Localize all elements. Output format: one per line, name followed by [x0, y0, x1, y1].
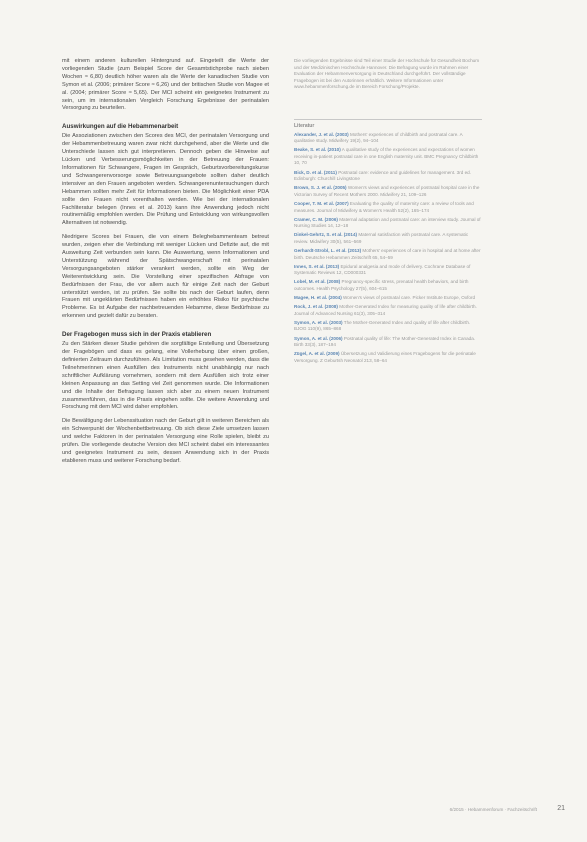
- section-paragraph: Die Bewältigung der Lebenssituation nach der Geburt gilt in weiteren Bereichen als ein Schwerpunkt der Wochenbettbetreuung. Ob sich diese Ziele umsetzen lassen und welche Faktoren in der perinatalen Versorgung eine Rolle spielen, bleibt zu prüfen. Die vorliegende deutsche Version des MCI scheint dabei ein interessantes und geeignetes Instrument zu sein, dessen Anwendung sich in der Praxis etablieren muss und weiterer Forschung bedarf.: [62, 418, 269, 464]
- reference-author: Symon, A. et al. (2003): [294, 319, 343, 325]
- section-heading-fragebogen: Der Fragebogen muss sich in der Praxis etablieren: [62, 331, 212, 339]
- reference-text: Übersetzung und Validierung eines Fragebogens für die perinatale Versorgung. Z Geburtsh Neonatol 213, 58–64: [294, 351, 476, 363]
- reference-text: Evaluating the quality of maternity care: a review of tools and measures. Journal of Midwifery & Women's Health 52(2), 165–174: [294, 200, 474, 213]
- reference-item: [294, 185, 482, 198]
- reference-text: Maternal adaptation and postnatal care: an interview study. Journal of Nursing Studies 14, 12–18: [294, 216, 481, 229]
- study-note: Die vorliegenden Ergebnisse sind Teil einer Studie der Hochschule für Gesundheit Bochum und der Medizinischen Hochschule Hannover. Die Befragung wurde im Rahmen einer Evaluation der Hebammenversorgung in Deutschland durchgeführt. Der vollständige Fragebogen ist bei den Autorinnen erhältlich. Weitere Informationen unter www.hebammenforschung.de im Bereich Forschung/Projekte.: [294, 58, 480, 90]
- reference-text: Mothers' experiences of childbirth and postnatal care. A qualitative study. Midwifery 19(2), 94–104: [294, 131, 463, 144]
- reference-author: Magee, H. et al. (2004): [294, 295, 342, 301]
- reference-author: Cramer, C. M. (2006): [294, 216, 338, 222]
- reference-item: [294, 248, 482, 261]
- reference-item: [294, 336, 482, 349]
- reference-text: Women's views and experiences of postnatal hospital care in the Victorian Survey of Recent Mothers 2000. Midwifery 21, 109–126: [294, 185, 480, 197]
- reference-item: [294, 170, 482, 183]
- journal-reference: 6/2015 · Hebammenforum · Fachzeitschrift: [449, 807, 537, 812]
- intro-paragraph: mit einem anderen kulturellen Hintergrund auf. Eingeteilt die Werte der vorliegenden Studie (zum Beispiel Score der Gesamtstichprobe nach sieben Wochen ≈ 6,80) deutlich höher waren als die Werte der kanadischen Studie von Symon et al. (2006; primärer Score ≈ 6,26) und der britischen Studie von Magee et al. (2004; primärer Score ≈ 5,65). Der MCI scheint ein geeignetes Instrument zu sein, um im internationalen Vergleich Forschung Ergebnisse der perinatalen Versorgung zu beurteilen.: [62, 58, 269, 112]
- literature-heading: Literatur: [294, 119, 482, 130]
- reference-author: Gerhardt-Strobl, L. et al. (2013): [294, 247, 362, 253]
- section-paragraph: Zu den Stärken dieser Studie gehören die sorgfältige Erstellung und Übersetzung der Fragebögen und dass es gelang, eine Vollerhebung über einen großen, definierten Zeitraum durchzuführen. Als Limitation muss gesehen werden, dass die Teilnehmerinnen einen Ausfüllen des Instruments nicht unabhängig nur nach schriftlicher Aufklärung vornehmen, sondern mit dem Ausfüllen sich trotz einer kleinen Anpassung an das Setting viel Zeit genommen wurde. Die Informationen und die Inhalte der Befragung lassen sich aber zu einem neuen Instrument zusammenführen, das in die Praxis eingehen sollte. Die weitere Anwendung und Forschung mit dem MCI wird daher empfohlen.: [62, 341, 269, 411]
- reference-item: [294, 304, 482, 317]
- reference-text: Mothers' experiences of care in hospital and at home after birth. Deutsche Hebammen Zeitschrift 65, 54–59: [294, 247, 481, 260]
- reference-item: [294, 147, 482, 167]
- reference-text: Women's views of postnatal care. Picker Institute Europe, Oxford: [343, 295, 476, 301]
- reference-text: Maternal satisfaction with postnatal care. A systematic review. Midwifery 30(5), 561–569: [294, 232, 469, 244]
- reference-text: The Mother-Generated Index and quality of life after childbirth. BJOG 110(9), 865–868: [294, 319, 471, 332]
- reference-author: Beake, S. et al. (2010): [294, 147, 341, 153]
- main-text-column: [62, 58, 269, 472]
- page-footer: [0, 806, 587, 818]
- reference-text: Epidural analgesia and mode of delivery. Cochrane Database of Systematic Reviews 12, CD000331: [294, 263, 471, 276]
- reference-item: [294, 217, 482, 230]
- reference-author: Innes, S. et al. (2013): [294, 263, 340, 269]
- reference-item: [294, 295, 482, 302]
- reference-author: Alexander, J. et al. (2003): [294, 131, 349, 137]
- sidebar-column: [294, 58, 482, 367]
- reference-item: [294, 264, 482, 277]
- section-heading-hebammenarbeit: Auswirkungen auf die Hebammenarbeit: [62, 123, 179, 131]
- section-paragraph: Niedrigere Scores bei Frauen, die von einem Beleghebammenteam betreut wurden, zeigen eher die Verbindung mit weniger Lücken und Defizite auf, die mit Ausweitung Zeit verbunden sein kann. Die Auswertung, wenn Informationen und Unterstützung während der Spätschwangerschaft mit perinatalen Versorgungsangeboten stärker verankert werden, sollte ein Weg der Weiterentwicklung sein. Die Vorstellung einer spezifischen Abfrage von Bedürfnissen der Frau, die vor allem auch für einige Zeit nach der Geburt unterstützt werden, ist zu prüfen. Sie sollte bis nach der Geburt laufen, denn Frauen mit ungeklärten Bedürfnissen haben ein erhöhtes Risiko für psychische Probleme. Es ist Aufgabe der nachbetreuenden Hebamme, diese Bedürfnisse zu erkennen und gezielt dafür zu beraten.: [62, 234, 269, 320]
- reference-author: Zügel, A. et al. (2009): [294, 351, 340, 357]
- reference-text: Postnatal quality of life: The Mother-Generated Index in Canada. Birth 33(3), 187–194: [294, 335, 476, 348]
- reference-item: [294, 320, 482, 333]
- section-paragraph: Die Assoziationen zwischen den Scores des MCI, der perinatalen Versorgung und der Hebammenbetreuung waren zwar nicht durchgehend, aber die Werte und die Unterschiede lassen sich gut interpretieren. Dennoch geben die Hinweise auf Lücken und Verbesserungsmöglichkeiten in der Betreuung der Frauen: Informationen für Schwangere, Fragen im Gespräch, Geburtsvorbereitungskurse und Schwangerenvorsorge sowie Betreuungsangebote sollten daher deutlich intensiver an den Frauen angeboten werden. Schwangerenuntersuchungen durch Hebammen sollten mehr Zeit für Informationen bieten. Die Möglichkeit einer PDA sollte den Frauen nicht vorenthalten werden. Wie bei der internationalen Fachliteratur belegen (Innes et al. 2013) kann ihre Anwendung jedoch nicht routinemäßig empfohlen werden. Die Prüfung und Entwicklung von wirkungsvollen Alternativen ist notwendig.: [62, 133, 269, 227]
- reference-list: [294, 132, 482, 365]
- reference-author: Brown, S. J. et al. (2005): [294, 185, 347, 191]
- reference-item: [294, 201, 482, 214]
- reference-item: [294, 279, 482, 292]
- reference-author: Symon, A. et al. (2006): [294, 335, 343, 341]
- reference-text: Mother-Generated Index for measuring quality of life after childbirth. Journal of Advanced Nursing 61(3), 305–314: [294, 304, 477, 316]
- reference-author: Bick, D. et al. (2011): [294, 169, 337, 175]
- page-number: 21: [557, 805, 565, 812]
- reference-author: Rock, J. et al. (2008): [294, 304, 338, 310]
- reference-item: [294, 132, 482, 145]
- reference-text: A qualitative study of the experiences and expectations of women receiving in-patient postnatal care in one English maternity unit. BMC Pregnancy Childbirth 10, 70: [294, 147, 479, 166]
- reference-text: Postnatal care: evidence and guidelines for management. 3rd ed. Edinburgh: Churchill Livingstone: [294, 169, 471, 182]
- reference-author: Cooper, T. M. et al. (2007): [294, 200, 349, 206]
- reference-text: Pregnancy-specific stress, prenatal health behaviors, and birth outcomes. Health Psychology 27(5), 604–615: [294, 279, 469, 291]
- reference-author: Lobel, M. et al. (2008): [294, 279, 341, 285]
- reference-author: Dinkel-Gehrtz, S. et al. (2014): [294, 232, 358, 238]
- reference-item: [294, 351, 482, 364]
- reference-item: [294, 232, 482, 245]
